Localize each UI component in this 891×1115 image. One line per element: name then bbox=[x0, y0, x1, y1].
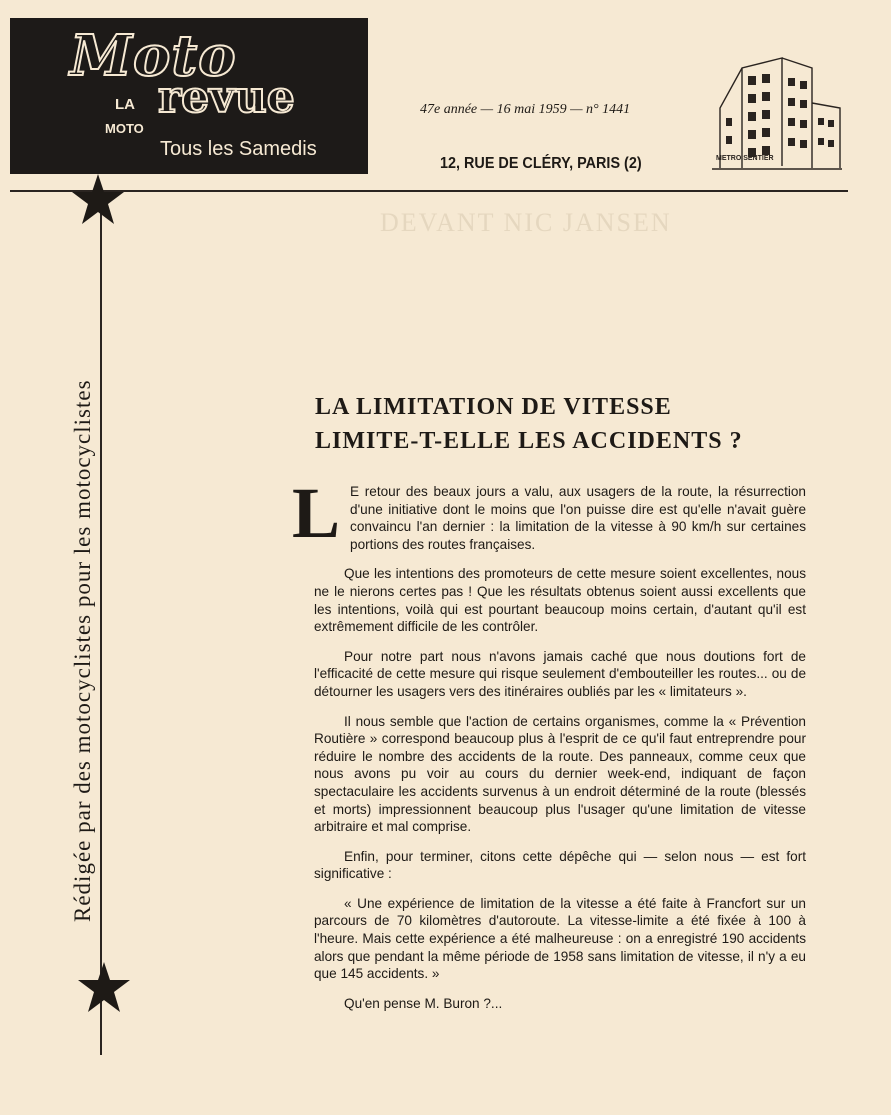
article-paragraph: Que les intentions des promoteurs de cette mesure soient excellentes, nous ne le nierons certes pas ! Que les résultats obtenus soient aussi excellents que les intentions, voilà qui est pourtant beaucoup moins certain, d'autant qu'il est extrêmement difficile de les contrôler. bbox=[314, 566, 806, 635]
building-illustration bbox=[712, 48, 842, 173]
publisher-address: 12, RUE DE CLÉRY, PARIS (2) bbox=[440, 155, 642, 172]
article-paragraph: Il nous semble que l'action de certains organismes, comme la « Prévention Routière » correspond beaucoup plus à l'esprit de ce qu'il faut entreprendre pour réduire le nombre des accidents de la route. Des panneaux, comme ceux que nous avons pu voir au cours du dernier week-end, indiquant de façon spectaculaire les accidents survenus à un endroit déterminé de la route (blessés et morts) impressionnent beaucoup plus l'usager qu'une limitation de vitesse arbitraire et mal comprise. bbox=[314, 713, 806, 835]
article-closing-paragraph: Qu'en pense M. Buron ?... bbox=[344, 995, 503, 1011]
article-title-line-2: LIMITE-T-ELLE LES ACCIDENTS ? bbox=[315, 428, 743, 454]
header-rule bbox=[10, 190, 848, 192]
article-paragraph: Enfin, pour terminer, citons cette dépêche qui — selon nous — est fort significative : bbox=[314, 848, 806, 882]
logo-la-text: LA bbox=[115, 96, 135, 113]
logo-moto-text: Moto bbox=[70, 23, 237, 89]
article-quote-paragraph: « Une expérience de limitation de la vitesse a été faite à Francfort sur un parcours de 70 kilomètres d'autoroute. La vitesse-limite a été fixée à 100 à l'heure. Mais cette expérience a été malheureuse : on a enregistré 190 accidents alors que pendant la même période de 1958 sans limitation de vitesse, il n'y a eu que 145 accidents. » bbox=[314, 895, 806, 982]
metro-sign-text: METRO SENTIER bbox=[716, 155, 774, 162]
vertical-slogan: Rédigée par des motocyclistes pour les motocyclistes bbox=[70, 379, 95, 922]
issue-line: 47e année — 16 mai 1959 — n° 1441 bbox=[420, 102, 631, 117]
show-through-text: DEVANT NIC JANSEN bbox=[380, 208, 672, 237]
star-ornament-top bbox=[70, 172, 126, 228]
masthead-logo-block bbox=[10, 18, 368, 174]
masthead-tagline: Tous les Samedis bbox=[160, 138, 317, 160]
article-paragraph: L E retour des beaux jours a valu, aux usagers de la route, la résurrection d'une initiative dont le moins que l'on puisse dire est qu'elle n'avait guère convaincu l'an dernier : la limitation de la vitesse à 90 km/h sur certaines portions des routes françaises. bbox=[292, 473, 806, 553]
article-paragraph: Pour notre part nous n'avons jamais caché que nous doutions fort de l'efficacité de cette mesure qui risque seulement d'embouteiller les routes... ou de détourner les usagers vers des itinéraires oubliés par les « limitateurs ». bbox=[314, 648, 806, 699]
logo-revue-text: revue bbox=[158, 72, 295, 123]
article-title bbox=[315, 390, 815, 458]
star-ornament-bottom bbox=[76, 960, 132, 1016]
article-title-line-1: LA LIMITATION DE VITESSE bbox=[315, 394, 672, 420]
margin-rule bbox=[100, 200, 102, 1055]
drop-cap: L bbox=[292, 473, 341, 553]
logo-moto-small-text: MOTO bbox=[105, 121, 144, 136]
article-body bbox=[292, 473, 806, 1024]
